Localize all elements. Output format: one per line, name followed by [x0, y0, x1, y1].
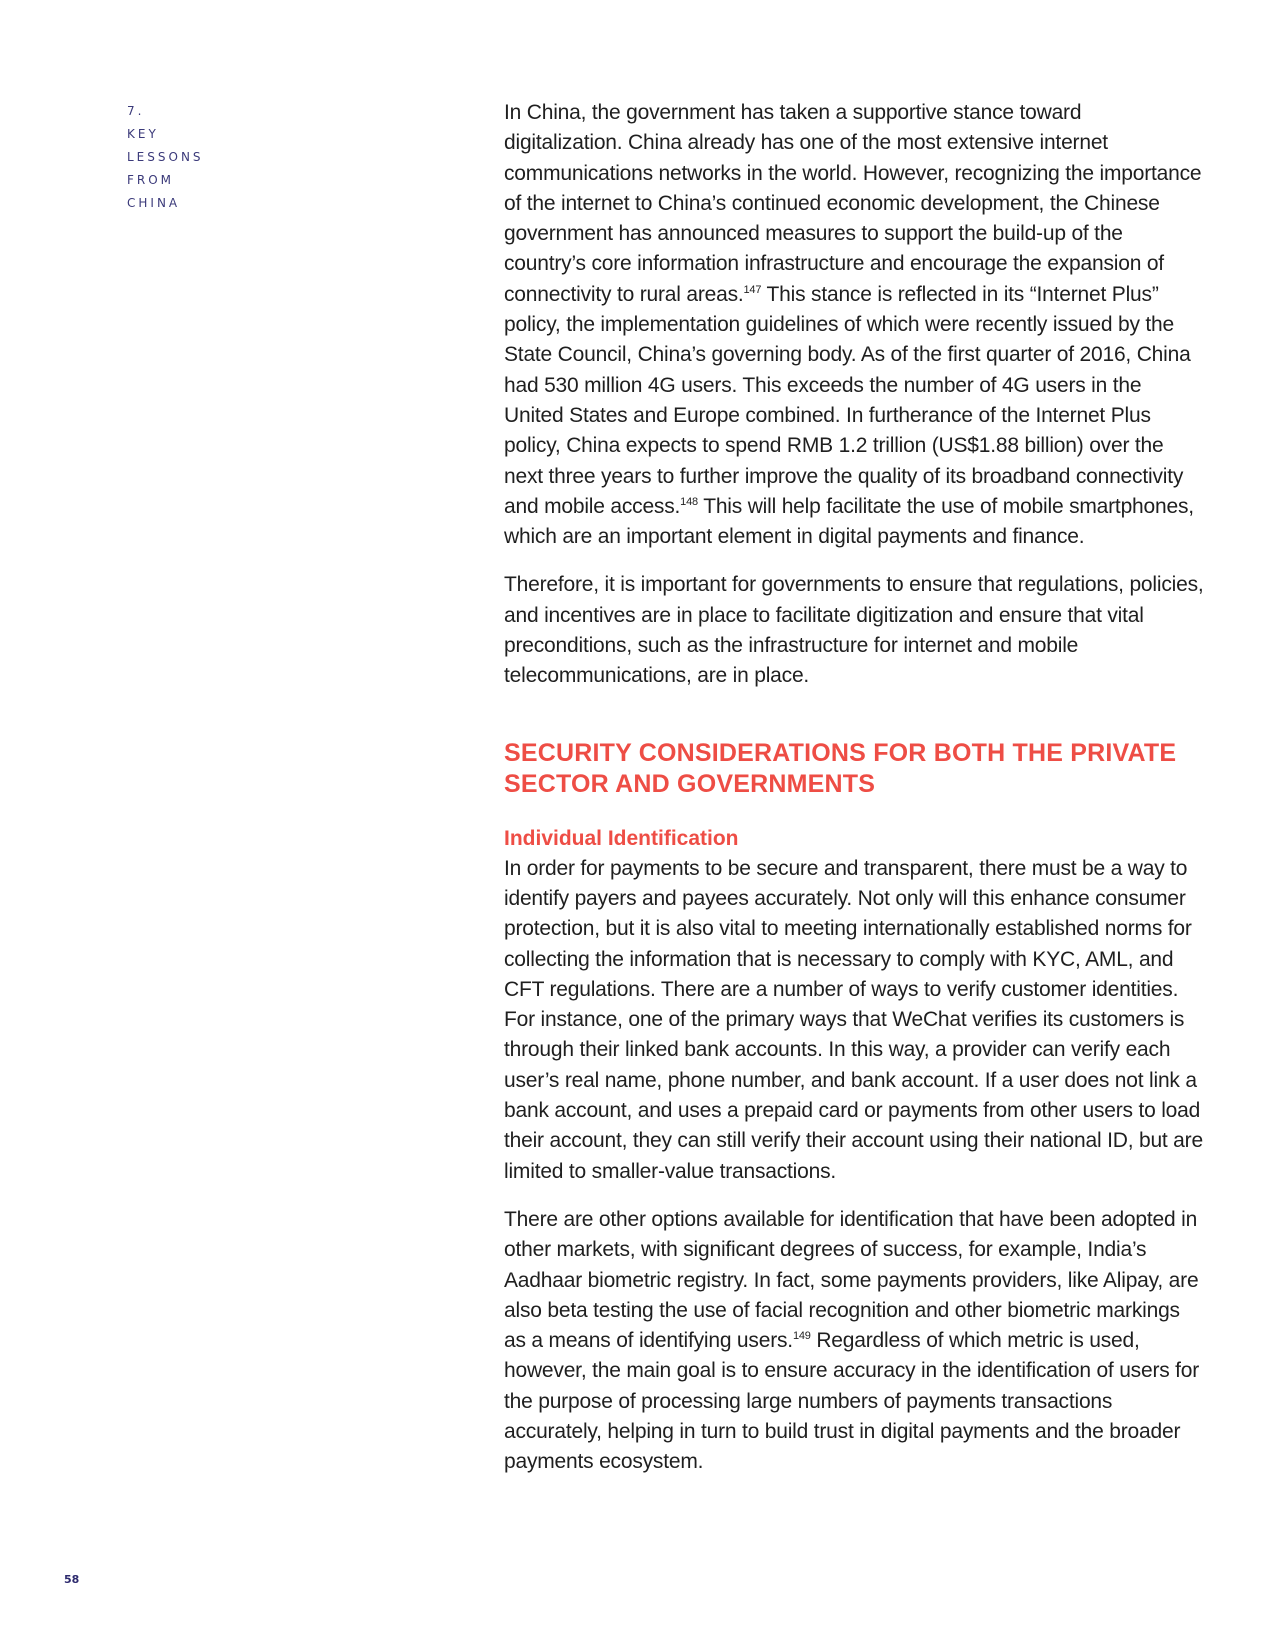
- chapter-label: [127, 100, 204, 215]
- chapter-title-line: LESSONS: [127, 150, 204, 164]
- paragraph-government-role: Therefore, it is important for governments to ensure that regulations, policies, and incentives are in place to facilitate digitization and ensure that vital preconditions, such as the infrastructure for internet and mobile telecommunications, are in place.: [504, 573, 1204, 688]
- chapter-title-line: KEY: [127, 127, 159, 141]
- paragraph-text: This stance is reflected in its “Internet Plus” policy, the implementation guidelines of which were recently issued by the State Council, China’s governing body. As of the first quarter of 2016, China had 530 million 4G users. This exceeds the number of 4G users in the United States and Europe combined. In furtherance of the Internet Plus policy, China expects to spend RMB 1.2 trillion (US$1.88 billion) over the next three years to further improve the quality of its broadband connectivity and mobile access.: [504, 282, 1191, 518]
- chapter-number: 7.: [127, 104, 145, 118]
- paragraph-text: In China, the government has taken a supportive stance toward digitalization. China already has one of the most extensive internet communications networks in the world. However, recognizing the importance of the internet to China’s continued economic development, the Chinese government has announced measures to support the build-up of the country’s core information infrastructure and encourage the expansion of connectivity to rural areas.: [504, 101, 1202, 306]
- footnote-ref[interactable]: 147: [743, 283, 762, 296]
- page-number: 58: [64, 1573, 80, 1586]
- footnote-ref[interactable]: 149: [792, 1330, 811, 1343]
- paragraph-text: This will help facilitate the use of mobile smartphones, which are an important element in digital payments and finance.: [504, 494, 1194, 549]
- paragraph-identification: In order for payments to be secure and transparent, there must be a way to identify payers and payees accurately. Not only will this enhance consumer protection, but it is also vital to meeting internationally established norms for collecting the information that is necessary to comply with KYC, AML, and CFT regulations. There are a number of ways to verify customer identities. For instance, one of the primary ways that WeChat verifies its customers is through their linked bank accounts. In this way, a provider can verify each user’s real name, phone number, and bank account. If a user does not link a bank account, and uses a prepaid card or payments from other users to load their account, they can still verify their account using their national ID, but are limited to smaller-value transactions.: [504, 856, 1203, 1183]
- section-heading: SECURITY CONSIDERATIONS FOR BOTH THE PRIVATE SECTOR AND GOVERNMENTS: [504, 738, 1177, 798]
- sub-heading: Individual Identification: [504, 826, 739, 850]
- main-content: [504, 98, 1204, 1496]
- chapter-title-line: CHINA: [127, 196, 181, 210]
- chapter-title-line: FROM: [127, 173, 175, 187]
- paragraph-text: Regardless of which metric is used, however, the main goal is to ensure accuracy in the identification of users for the purpose of processing large numbers of payments transactions accurately, helping in turn to build trust in digital payments and the broader payments ecosystem.: [504, 1329, 1200, 1474]
- paragraph-other-options: [504, 1205, 1204, 1478]
- footnote-ref[interactable]: 148: [680, 495, 698, 508]
- paragraph-text: There are other options available for identification that have been adopted in other markets, with significant degrees of success, for example, India’s Aadhaar biometric registry. In fact, some payments providers, like Alipay, are also beta testing the use of facial recognition and other biometric markings as a means of identifying users.: [504, 1207, 1199, 1353]
- paragraph-china-digitalization: [504, 98, 1204, 552]
